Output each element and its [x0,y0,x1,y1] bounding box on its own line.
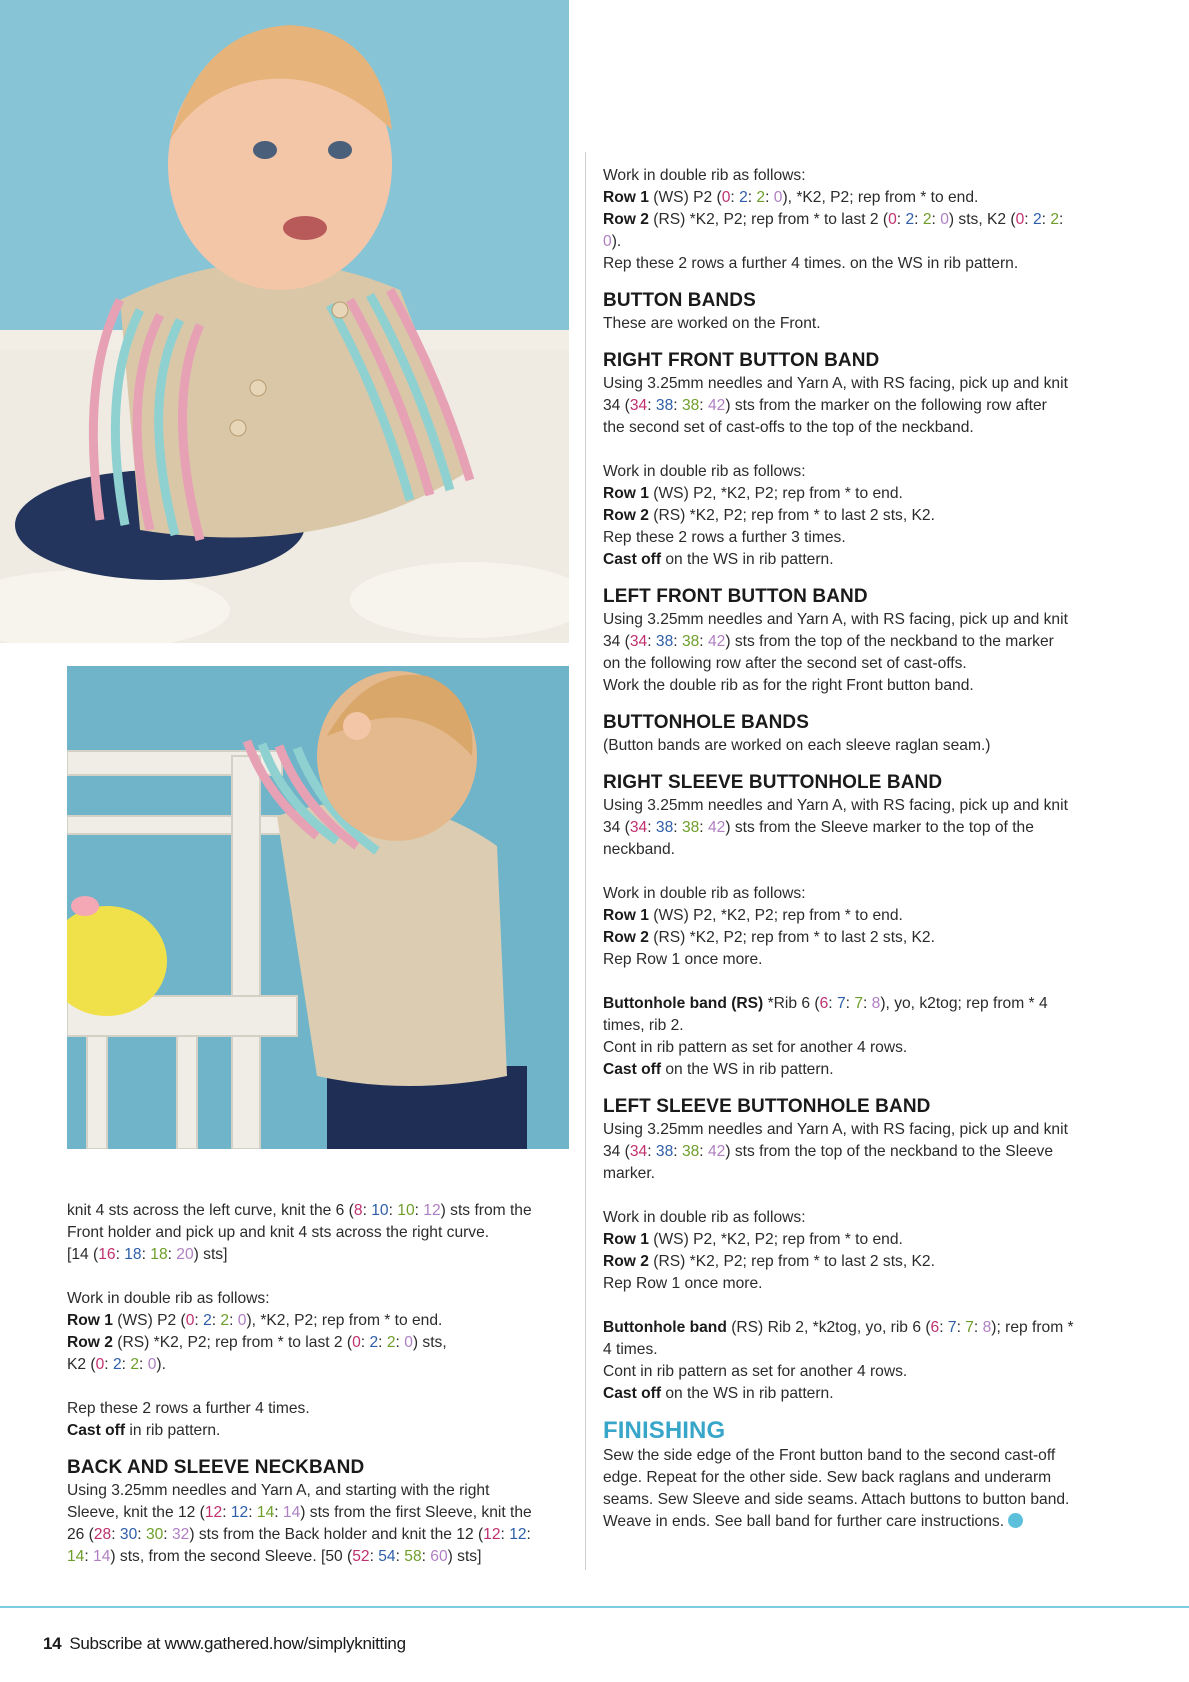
lsbb-rep: Rep Row 1 once more. [603,1275,763,1292]
footer-rule [0,1606,1189,1608]
rsbb-castoff: Cast off on the WS in rib pattern. [603,1061,834,1078]
rfbb-line3: the second set of cast-offs to the top of the neckband. [603,419,974,436]
rfbb-castoff: Cast off on the WS in rib pattern. [603,551,834,568]
lsbb-buttonhole: Buttonhole band (RS) Rib 2, *k2tog, yo, rib 6 (6: 7: 7: 8); rep from * [603,1319,1074,1336]
lsbb-row2: Row 2 (RS) *K2, P2; rep from * to last 2 sts, K2. [603,1253,935,1270]
subscribe-link[interactable]: Subscribe at www.gathered.how/simplyknitting [69,1634,406,1653]
photo-baby-crawling [0,0,569,643]
heading-back-and-sleeve-neckband: BACK AND SLEEVE NECKBAND [67,1457,365,1478]
rsbb-row2: Row 2 (RS) *K2, P2; rep from * to last 2 sts, K2. [603,929,935,946]
left-intro-line2: Front holder and pick up and knit 4 sts across the right curve. [67,1224,490,1241]
rsbb-buttonhole: Buttonhole band (RS) *Rib 6 (6: 7: 7: 8), yo, k2tog; rep from * 4 [603,995,1048,1012]
button-bands-text: These are worked on the Front. [603,315,821,332]
lsbb-line1: Using 3.25mm needles and Yarn A, with RS facing, pick up and knit [603,1121,1068,1138]
footer [43,1634,406,1654]
heading-left-front-button-band: LEFT FRONT BUTTON BAND [603,586,868,607]
right-column [603,165,1108,1533]
yarn-ball-icon [1008,1513,1023,1528]
lsbb-row1: Row 1 (WS) P2, *K2, P2; rep from * to end. [603,1231,903,1248]
finishing-line1: Sew the side edge of the Front button band to the second cast-off [603,1447,1056,1464]
rfbb-rib-intro: Work in double rib as follows: [603,463,806,480]
lsbb-buttonhole-cont: 4 times. [603,1341,658,1358]
buttonhole-bands-text: (Button bands are worked on each sleeve raglan seam.) [603,737,991,754]
lsbb-rib-intro: Work in double rib as follows: [603,1209,806,1226]
rfbb-row1: Row 1 (WS) P2, *K2, P2; rep from * to end. [603,485,903,502]
right-rep1: Rep these 2 rows a further 4 times. on the WS in rib pattern. [603,255,1019,272]
neckband-line1: Using 3.25mm needles and Yarn A, and starting with the right [67,1482,490,1499]
neckband-line4: 14: 14) sts, from the second Sleeve. [50 (52: 54: 58: 60) sts] [67,1548,482,1565]
lfbb-line3: on the following row after the second set of cast-offs. [603,655,967,672]
column-divider [585,152,586,1570]
rfbb-line1: Using 3.25mm needles and Yarn A, with RS facing, pick up and knit [603,375,1068,392]
left-row1: Row 1 (WS) P2 (0: 2: 2: 0), *K2, P2; rep from * to end. [67,1312,443,1329]
photo-baby-standing [67,666,569,1149]
rsbb-rib-intro: Work in double rib as follows: [603,885,806,902]
heading-left-sleeve-buttonhole-band: LEFT SLEEVE BUTTONHOLE BAND [603,1096,931,1117]
finishing-line3: seams. Sew Sleeve and side seams. Attach buttons to button band. [603,1491,1070,1508]
heading-right-sleeve-buttonhole-band: RIGHT SLEEVE BUTTONHOLE BAND [603,772,943,793]
left-rep: Rep these 2 rows a further 4 times. [67,1400,310,1417]
lfbb-line4: Work the double rib as for the right Front button band. [603,677,974,694]
page-number: 14 [43,1634,62,1653]
rsbb-line1: Using 3.25mm needles and Yarn A, with RS facing, pick up and knit [603,797,1068,814]
heading-buttonhole-bands: BUTTONHOLE BANDS [603,712,810,733]
rsbb-line3: neckband. [603,841,675,858]
left-intro-line3: [14 (16: 18: 18: 20) sts] [67,1246,228,1263]
lsbb-cont: Cont in rib pattern as set for another 4 rows. [603,1363,908,1380]
left-intro-line1: knit 4 sts across the left curve, knit the 6 (8: 10: 10: 12) sts from the [67,1202,532,1219]
rsbb-buttonhole-cont: times, rib 2. [603,1017,684,1034]
heading-finishing: FINISHING [603,1417,726,1444]
right-rib-intro: Work in double rib as follows: [603,167,806,184]
rfbb-line2: 34 (34: 38: 38: 42) sts from the marker on the following row after [603,397,1047,414]
neckband-line3: 26 (28: 30: 30: 32) sts from the Back holder and knit the 12 (12: 12: [67,1526,531,1543]
right-row2-cont: 0). [603,233,622,250]
lfbb-line1: Using 3.25mm needles and Yarn A, with RS facing, pick up and knit [603,611,1068,628]
left-row2: Row 2 (RS) *K2, P2; rep from * to last 2 (0: 2: 2: 0) sts, [67,1334,447,1351]
rsbb-row1: Row 1 (WS) P2, *K2, P2; rep from * to end. [603,907,903,924]
lsbb-line2: 34 (34: 38: 38: 42) sts from the top of the neckband to the Sleeve [603,1143,1053,1160]
finishing-line2: edge. Repeat for the other side. Sew back raglans and underarm [603,1469,1052,1486]
rsbb-line2: 34 (34: 38: 38: 42) sts from the Sleeve marker to the top of the [603,819,1034,836]
rfbb-row2: Row 2 (RS) *K2, P2; rep from * to last 2 sts, K2. [603,507,935,524]
right-row2: Row 2 (RS) *K2, P2; rep from * to last 2 (0: 2: 2: 0) sts, K2 (0: 2: 2: [603,211,1064,228]
right-row1: Row 1 (WS) P2 (0: 2: 2: 0), *K2, P2; rep from * to end. [603,189,979,206]
rfbb-rep: Rep these 2 rows a further 3 times. [603,529,846,546]
left-row2-cont: K2 (0: 2: 2: 0). [67,1356,166,1373]
lsbb-line3: marker. [603,1165,655,1182]
heading-button-bands: BUTTON BANDS [603,290,756,311]
neckband-line2: Sleeve, knit the 12 (12: 12: 14: 14) sts from the first Sleeve, knit the [67,1504,532,1521]
left-rib-intro: Work in double rib as follows: [67,1290,270,1307]
left-castoff: Cast off in rib pattern. [67,1422,221,1439]
lsbb-castoff: Cast off on the WS in rib pattern. [603,1385,834,1402]
heading-right-front-button-band: RIGHT FRONT BUTTON BAND [603,350,880,371]
finishing-line4: Weave in ends. See ball band for further care instructions. [603,1511,1108,1533]
rsbb-cont: Cont in rib pattern as set for another 4 rows. [603,1039,908,1056]
rsbb-rep: Rep Row 1 once more. [603,951,763,968]
left-column [67,1200,567,1568]
lfbb-line2: 34 (34: 38: 38: 42) sts from the top of the neckband to the marker [603,633,1054,650]
